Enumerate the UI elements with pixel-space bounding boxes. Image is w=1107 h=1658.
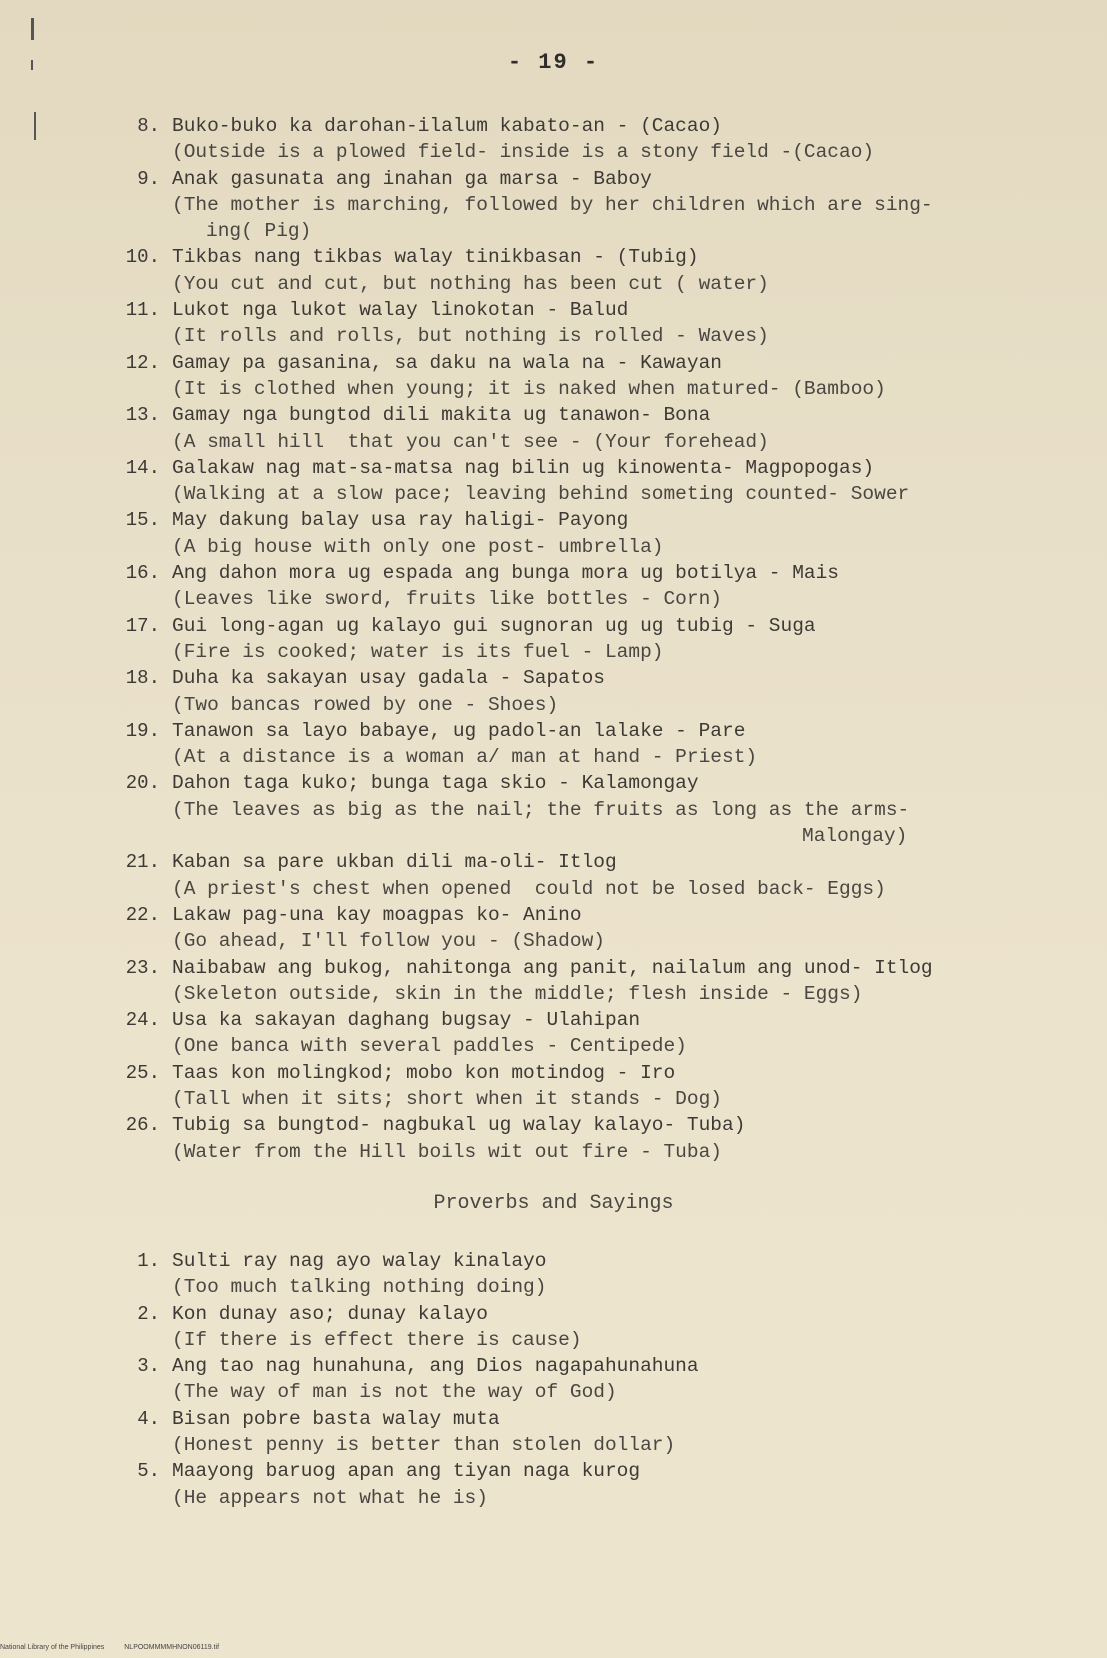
proverb-translation: (He appears not what he is) [172,1486,488,1509]
footer-file: NLPOOMMMMHNON06119.tif [124,1644,220,1651]
riddle-text: Ang dahon mora ug espada ang bunga mora ug botilya - Mais [172,562,840,585]
riddle-number: 13. [125,404,160,427]
riddle-text: Duha ka sakayan usay gadala - Sapatos [172,667,605,690]
riddle-translation: (Water from the Hill boils wit out fire - Tuba) [172,1140,722,1163]
proverb-number: 4. [137,1407,160,1430]
riddle-text: Tanawon sa layo babaye, ug padol-an lalake - Pare [172,719,746,742]
riddle-number: 15. [125,509,160,532]
riddle-translation: (A big house with only one post- umbrella) [172,535,664,558]
riddle-number: 16. [125,562,160,585]
riddle-number: 18. [125,667,160,690]
riddle-translation: (It is clothed when young; it is naked when matured- (Bamboo) [172,377,886,400]
riddle-number: 26. [125,1114,160,1137]
proverb-text: Maayong baruog apan ang tiyan naga kurog [172,1460,641,1483]
riddle-item [110,560,1040,586]
riddle-text: Galakaw nag mat-sa-matsa nag bilin ug kinowenta- Magpopogas) [172,456,875,479]
riddle-translation: (Tall when it sits; short when it stands - Dog) [172,1087,722,1110]
proverb-item [110,1248,1010,1274]
riddle-number: 23. [125,956,160,979]
proverb-translation: (Too much talking nothing doing) [172,1276,547,1299]
proverb-number: 2. [137,1302,160,1325]
riddle-translation: (A small hill that you can't see - (Your forehead) [172,430,769,453]
riddle-number: 17. [125,614,160,637]
riddle-item [110,849,1040,875]
riddle-translation: (A priest's chest when opened could not be losed back- Eggs) [172,877,886,900]
proverb-text: Sulti ray nag ayo walay kinalayo [172,1250,547,1272]
proverb-number: 3. [137,1355,160,1378]
riddle-translation: (At a distance is a woman a/ man at hand - Priest) [172,746,758,769]
riddle-translation: (Skeleton outside, skin in the middle; flesh inside - Eggs) [172,982,863,1005]
riddle-translation: (Outside is a plowed field- inside is a stony field -(Cacao) [172,141,875,164]
riddle-text: Lakaw pag-una kay moagpas ko- Anino [172,903,582,926]
riddle-translation: (Leaves like sword, fruits like bottles - Corn) [172,588,722,611]
riddle-number: 20. [125,772,160,795]
riddle-translation: (Fire is cooked; water is its fuel - Lamp) [172,640,664,663]
riddle-number: 22. [125,903,160,926]
riddle-text: Usa ka sakayan daghang bugsay - Ulahipan [172,1009,641,1032]
proverb-translation: (If there is effect there is cause) [172,1328,582,1351]
riddle-item [110,955,1040,981]
proverb-number: 1. [137,1250,160,1272]
page-number: - 19 - [507,50,600,75]
riddle-number: 8. [137,115,160,137]
riddle-text: Dahon taga kuko; bunga taga skio - Kalamongay [172,772,699,795]
footer-library: National Library of the Philippines [0,1644,105,1651]
riddle-text: May dakung balay usa ray haligi- Payong [172,509,629,532]
riddle-item [110,770,1040,796]
riddle-item [110,350,1040,376]
riddle-item [110,1007,1040,1033]
riddle-translation: (Walking at a slow pace; leaving behind someting counted- Sower [172,483,910,506]
riddle-text: Anak gasunata ang inahan ga marsa - Baboy [172,167,652,190]
riddle-list [110,113,1040,1165]
riddle-text: Naibabaw ang bukog, nahitonga ang panit, nailalum ang unod- Itlog [172,956,933,979]
riddle-item [110,166,1040,192]
riddle-item [110,665,1040,691]
margin-mark [31,18,34,40]
riddle-translation: (It rolls and rolls, but nothing is rolled - Waves) [172,325,769,348]
riddle-number: 9. [137,167,160,190]
proverb-translation: (The way of man is not the way of God) [172,1381,617,1404]
proverb-item [110,1353,1010,1379]
proverb-translation: (Honest penny is better than stolen dollar) [172,1434,676,1457]
riddle-item [110,1060,1040,1086]
riddle-item [110,402,1040,428]
riddle-text: Tikbas nang tikbas walay tinikbasan - (Tubig) [172,246,699,269]
riddle-translation: (Two bancas rowed by one - Shoes) [172,693,559,716]
proverb-text: Ang tao nag hunahuna, ang Dios nagapahunahuna [172,1355,699,1378]
proverb-item [110,1406,1010,1432]
riddle-item [110,455,1040,481]
riddle-text: Lukot nga lukot walay linokotan - Balud [172,299,629,322]
riddle-number: 21. [125,851,160,874]
riddle-text: Tubig sa bungtod- nagbukal ug walay kalayo- Tuba) [172,1114,746,1137]
riddle-number: 24. [125,1009,160,1032]
riddle-number: 11. [125,299,160,322]
riddle-item [110,613,1040,639]
riddle-translation: (You cut and cut, but nothing has been cut ( water) [172,272,769,295]
riddle-number: 10. [125,246,160,269]
proverb-text: Bisan pobre basta walay muta [172,1407,500,1430]
riddle-number: 12. [125,351,160,374]
section-title: Proverbs and Sayings [433,1192,674,1215]
riddle-item [110,507,1040,533]
proverb-item [110,1301,1010,1327]
riddle-item [110,902,1040,928]
riddle-number: 19. [125,719,160,742]
riddle-text: Kaban sa pare ukban dili ma-oli- Itlog [172,851,617,874]
riddle-text: Gamay nga bungtod dili makita ug tanawon- Bona [172,404,711,427]
proverb-number: 5. [137,1460,160,1483]
riddle-item [110,297,1040,323]
riddle-number: 25. [125,1061,160,1084]
proverb-list [110,1248,1010,1511]
riddle-translation: Malongay) [802,825,908,848]
riddle-text: Taas kon molingkod; mobo kon motindog - Iro [172,1061,676,1084]
riddle-item [110,244,1040,270]
riddle-translation: (One banca with several paddles - Centipede) [172,1035,687,1058]
proverb-item [110,1458,1010,1484]
riddle-number: 14. [125,456,160,479]
riddle-text: Gamay pa gasanina, sa daku na wala na - Kawayan [172,351,722,374]
proverb-text: Kon dunay aso; dunay kalayo [172,1302,488,1325]
riddle-item [110,1112,1040,1138]
scan-footer [0,1644,237,1651]
riddle-translation: (The leaves as big as the nail; the fruits as long as the arms- [172,798,910,821]
riddle-text: Buko-buko ka darohan-ilalum kabato-an - (Cacao) [172,115,722,137]
riddle-translation: ing( Pig) [206,220,312,243]
margin-mark [34,112,36,140]
riddle-item [110,113,1040,139]
riddle-text: Gui long-agan ug kalayo gui sugnoran ug ug tubig - Suga [172,614,816,637]
riddle-translation: (Go ahead, I'll follow you - (Shadow) [172,930,605,953]
riddle-translation: (The mother is marching, followed by her children which are sing- [172,193,933,216]
riddle-item [110,718,1040,744]
